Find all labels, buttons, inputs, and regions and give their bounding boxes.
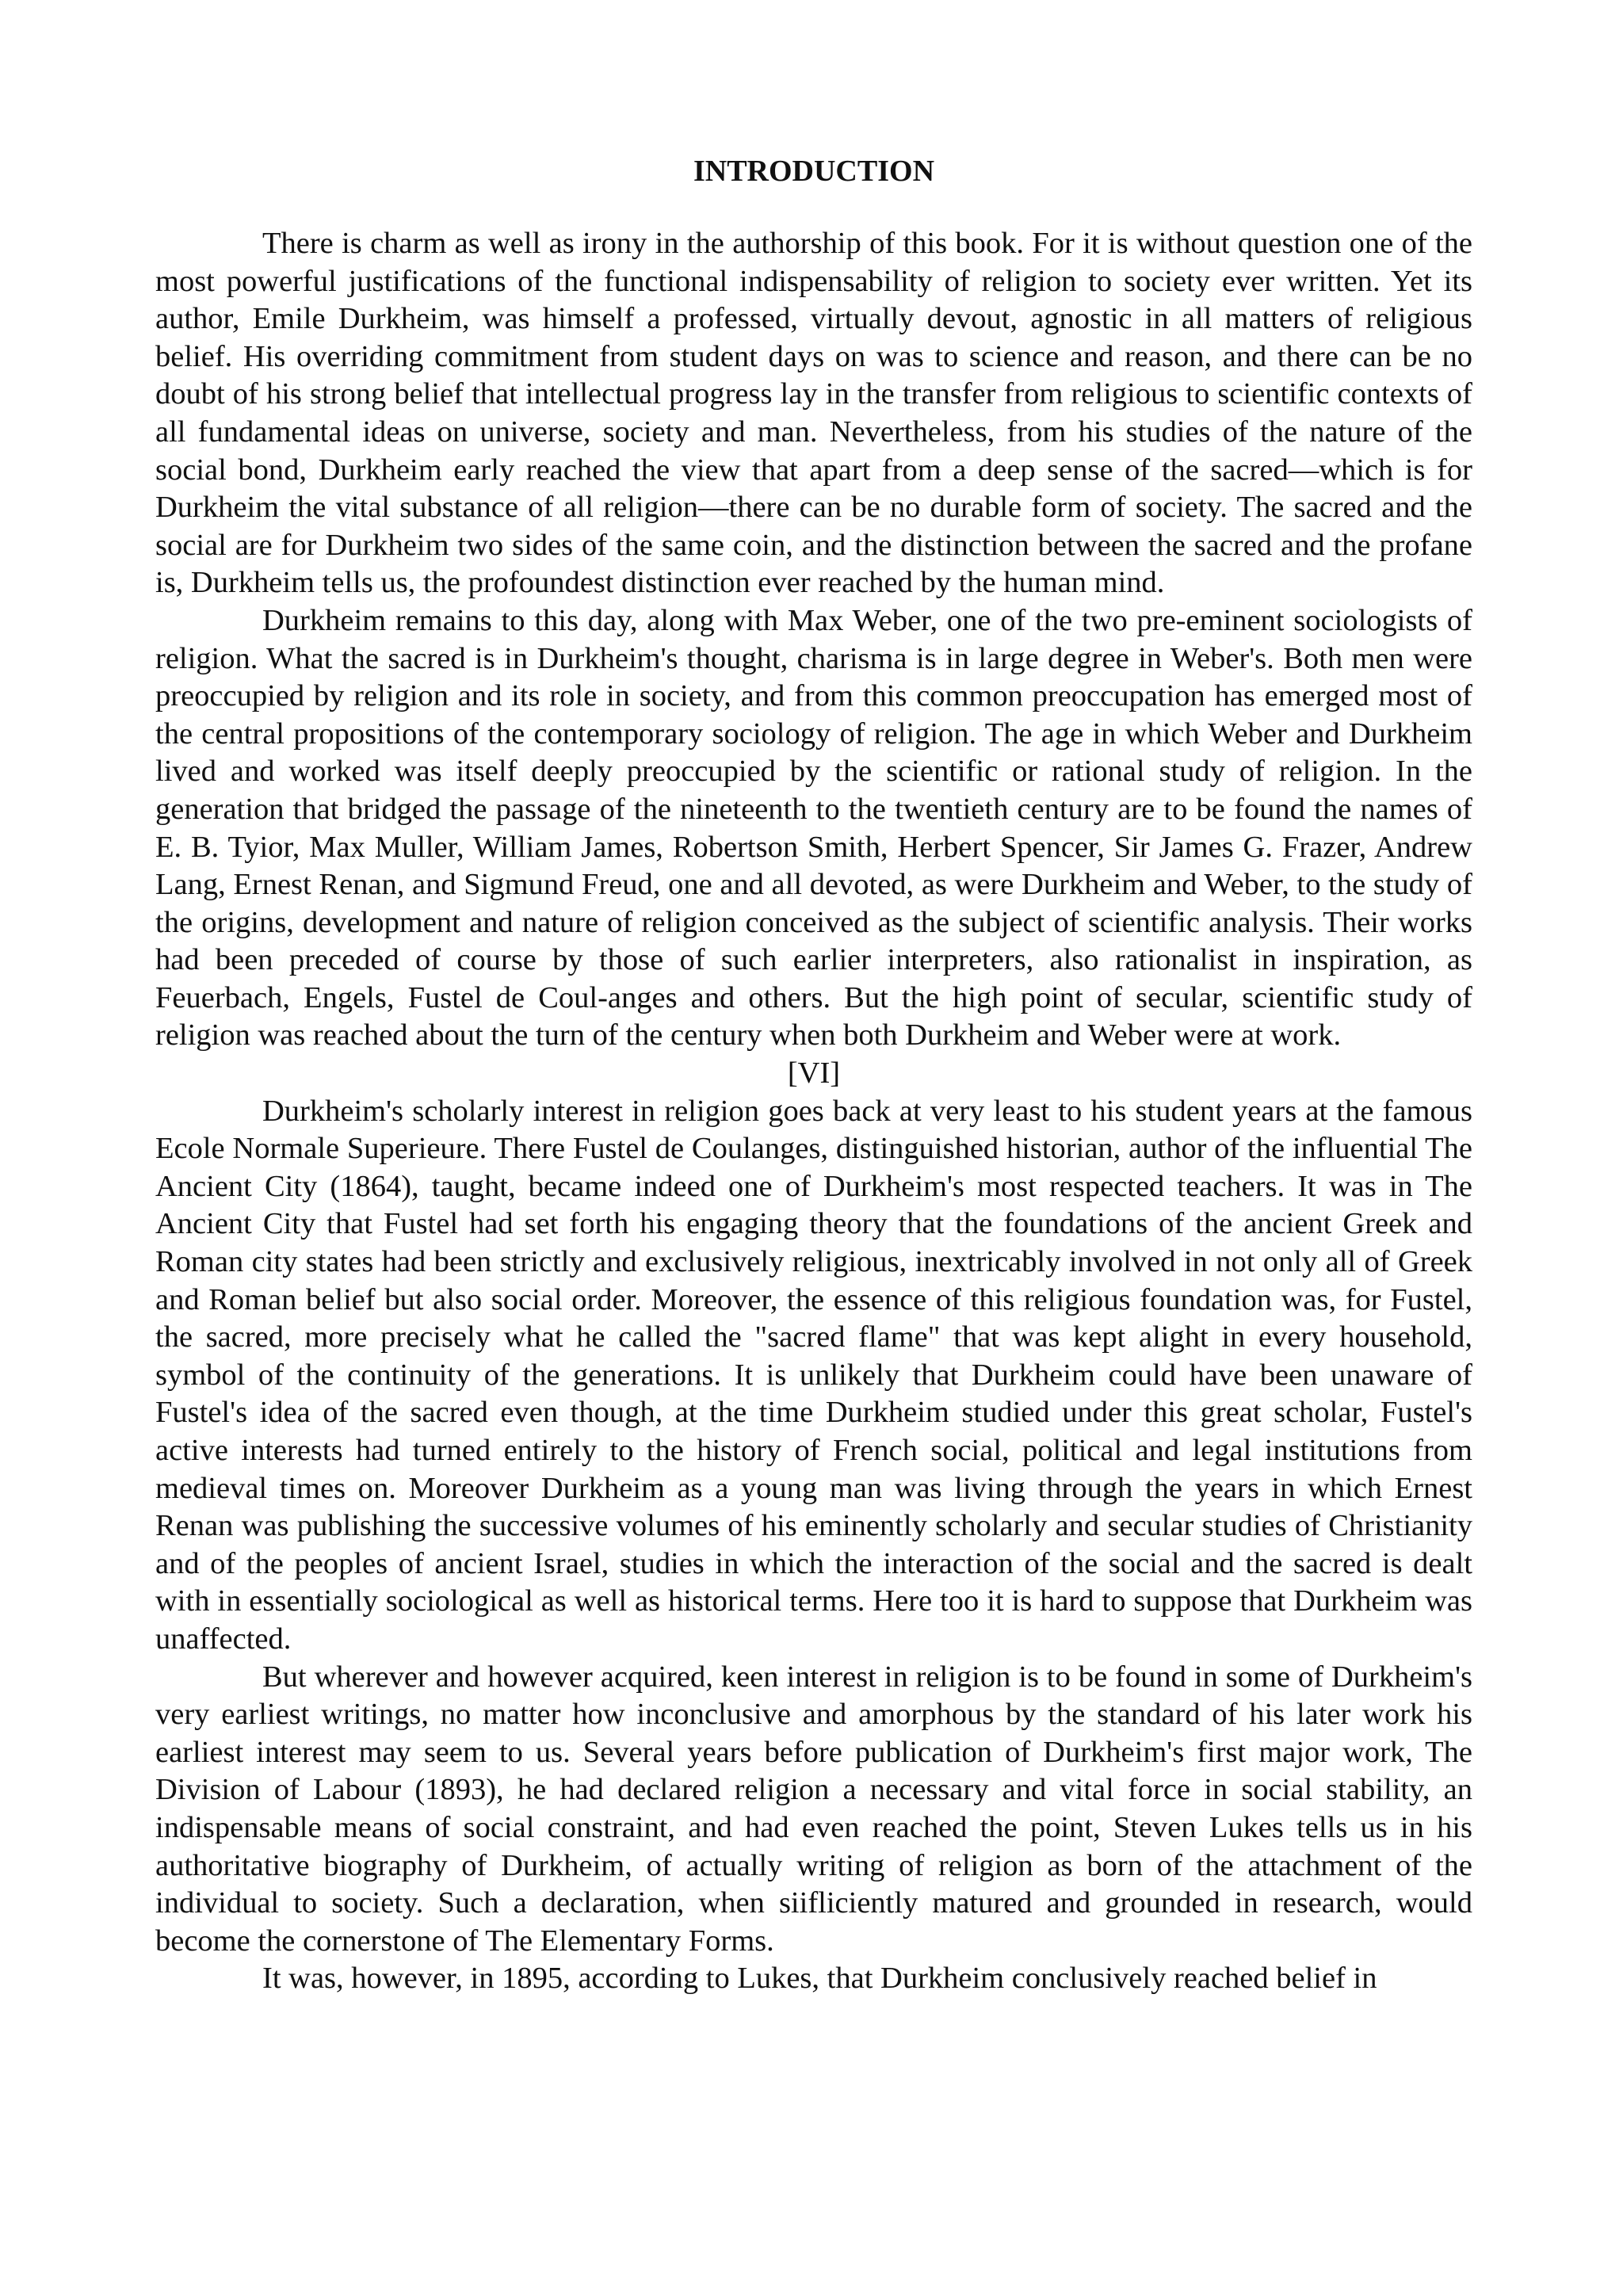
paragraph: Durkheim remains to this day, along with Max Weber, one of the two pre-eminent sociologists of religion. What the sacred is in Durkheim's thought, charisma is in large degree in Weber's. Both men were preoccupied by religion and its role in society, and from this common preoccupation has emerged most of the central propositions of the contemporary sociology of religion. The age in which Weber and Durkheim lived and worked was itself deeply preoccupied by the scientific or rational study of religion. In the generation that bridged the passage of the nineteenth to the twentieth century are to be found the names of E. B. Tyior, Max Muller, William James, Robertson Smith, Herbert Spencer, Sir James G. Frazer, Andrew Lang, Ernest Renan, and Sigmund Freud, one and all devoted, as were Durkheim and Weber, to the study of the origins, development and nature of religion conceived as the subject of scientific analysis. Their works had been preceded of course by those of such earlier interpreters, also rationalist in inspiration, as Feuerbach, Engels, Fustel de Coul-anges and others. But the high point of secular, scientific study of religion was reached about the turn of the century when both Durkheim and Weber were at work. xyxy=(155,603,1472,1052)
page-number-marker: [VI] xyxy=(787,1056,841,1091)
document-page xyxy=(155,151,1472,1998)
paragraph: There is charm as well as irony in the authorship of this book. For it is without question one of the most powerful justifications of the functional indispensability of religion to society ever written. Yet its author, Emile Durkheim, was himself a professed, virtually devout, agnostic in all matters of religious belief. His overriding commitment from student days on was to science and reason, and there can be no doubt of his strong belief that intellectual progress lay in the transfer from religious to scientific contexts of all fundamental ideas on universe, society and man. Nevertheless, from his studies of the nature of the social bond, Durkheim early reached the view that apart from a deep sense of the sacred—which is for Durkheim the vital substance of all religion—there can be no durable form of society. The sacred and the social are for Durkheim two sides of the same coin, and the distinction between the sacred and the profane is, Durkheim tells us, the profoundest distinction ever reached by the human mind. xyxy=(155,227,1472,600)
paragraph: But wherever and however acquired, keen interest in religion is to be found in some of Durkheim's very earliest writings, no matter how inconclusive and amorphous by the standard of his later work his earliest interest may seem to us. Several years before publication of Durkheim's first major work, The Division of Labour (1893), he had declared religion a necessary and vital force in social stability, an indispensable means of social constraint, and had even reached the point, Steven Lukes tells us in his authoritative biography of Durkheim, of actually writing of religion as born of the attachment of the individual to society. Such a declaration, when siifliciently matured and grounded in research, would become the cornerstone of The Elementary Forms. xyxy=(155,1660,1472,1958)
paragraph: It was, however, in 1895, according to Lukes, that Durkheim conclusively reached belief in xyxy=(262,1962,1377,1996)
paragraph: Durkheim's scholarly interest in religion goes back at very least to his student years at the famous Ecole Normale Superieure. There Fustel de Coulanges, distinguished historian, author of the influential The Ancient City (1864), taught, became indeed one of Durkheim's most respected teachers. It was in The Ancient City that Fustel had set forth his engaging theory that the foundations of the ancient Greek and Roman city states had been strictly and exclusively religious, inextricably involved in not only all of Greek and Roman belief but also social order. Moreover, the essence of this religious foundation was, for Fustel, the sacred, more precisely what he called the "sacred flame" that was kept alight in every household, symbol of the continuity of the generations. It is unlikely that Durkheim could have been unaware of Fustel's idea of the sacred even though, at the time Durkheim studied under this great scholar, Fustel's active interests had turned entirely to the history of French social, political and legal institutions from medieval times on. Moreover Durkheim as a young man was living through the years in which Ernest Renan was publishing the successive volumes of his eminently scholarly and secular studies of Christianity and of the peoples of ancient Israel, studies in which the interaction of the social and the sacred is dealt with in essentially sociological as well as historical terms. Here too it is hard to suppose that Durkheim was unaffected. xyxy=(155,1094,1472,1656)
page-title: INTRODUCTION xyxy=(693,155,935,188)
